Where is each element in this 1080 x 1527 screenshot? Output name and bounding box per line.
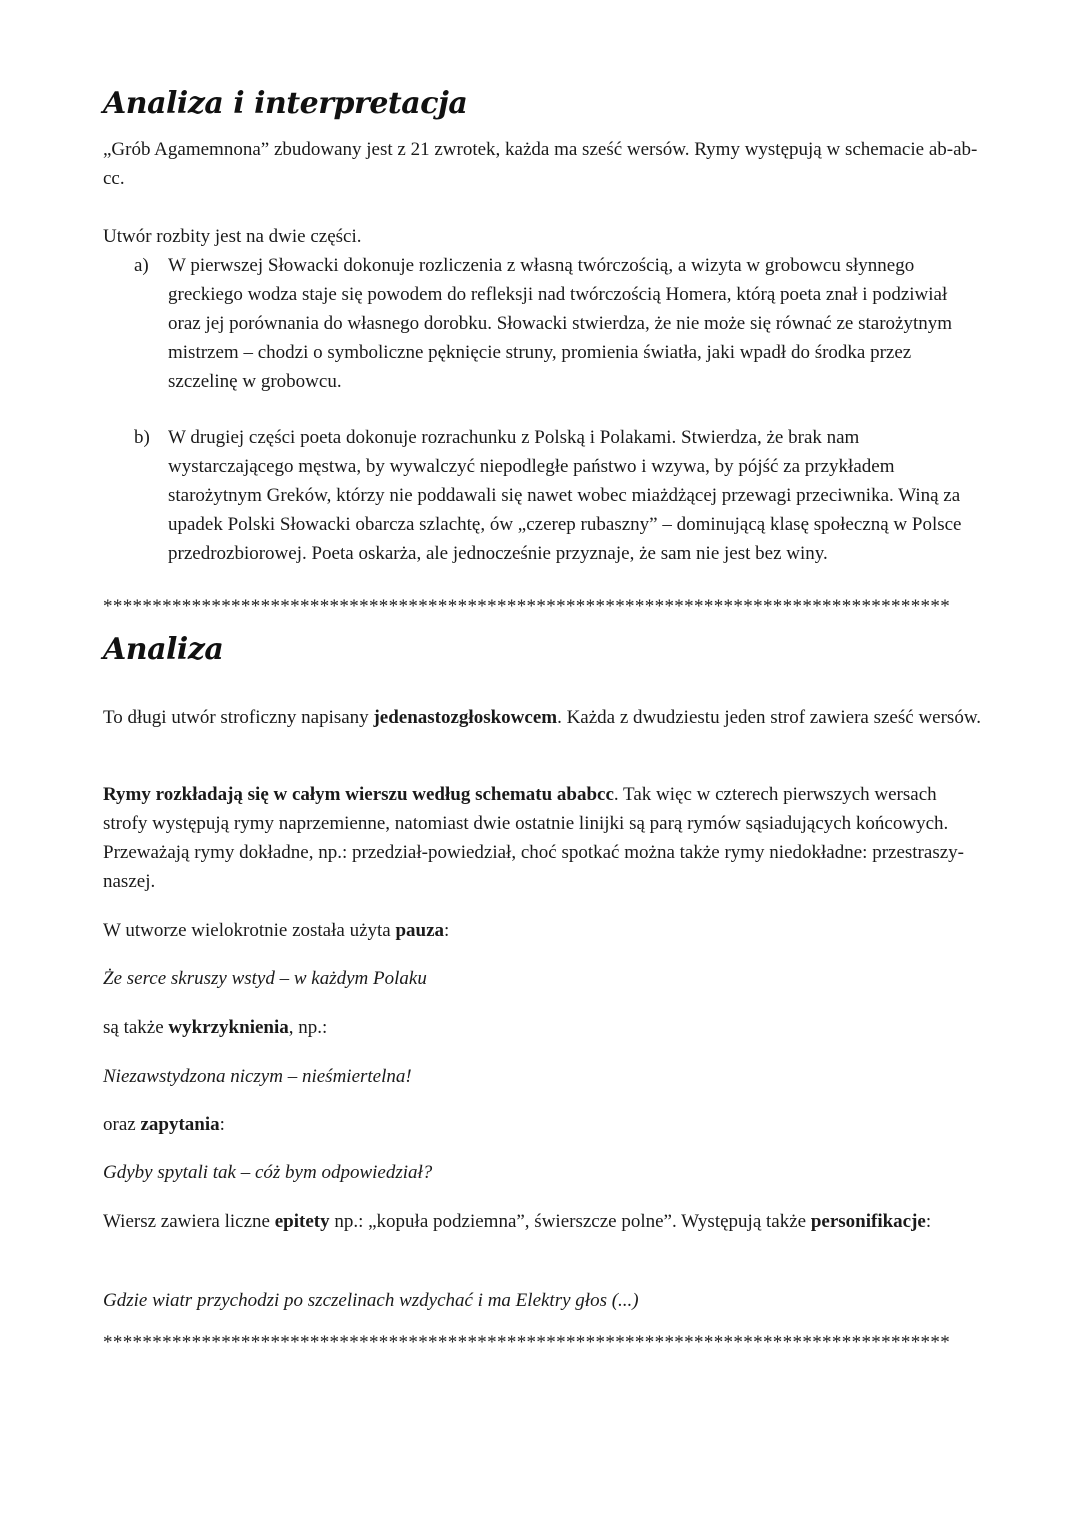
- section-title-analysis-interpretation: Analiza i interpretacja: [103, 86, 468, 121]
- list-marker: a): [134, 255, 149, 276]
- list-item-text: W pierwszej Słowacki dokonuje rozliczenia z własną twórczością, a wizyta w grobowcu słynnego greckiego wodza staje się powodem do refleksji nad twórczością Homera, którą poeta znał i podziwiał oraz jej porównania do własnego dorobku. Słowacki stwierdza, że nie może się równać ze starożytnym mistrzem – chodzi o symboliczne pęknięcie struny, promienia światła, jaki wpadł do środka przez szczelinę w grobowcu.: [168, 255, 953, 392]
- paragraph-rhymes: Rymy rozkładają się w całym wierszu według schematu ababcc. Tak więc w czterech pierwszych wersach strofy występują rymy naprzemienne, natomiast dwie ostatnie linijki są parą rymów sąsiadujących końcowych. Przeważają rymy dokładne, np.: przedział-powiedział, choć spotkać można także rymy niedokładne: przestraszy-naszej.: [103, 784, 964, 892]
- bold-term: personifikacje: [810, 1211, 926, 1232]
- bold-term: jedenastozgłoskowcem: [373, 707, 558, 728]
- bold-term: wykrzyknienia: [168, 1017, 289, 1038]
- bold-term: zapytania: [140, 1114, 220, 1135]
- paragraph-questions: oraz zapytania:: [103, 1114, 225, 1135]
- bold-term: Rymy rozkładają się w całym wierszu według schematu ababcc: [103, 784, 614, 805]
- paragraph-epithets: Wiersz zawiera liczne epitety np.: „kopuła podziemna”, świerszcze polne”. Występują także personifikacje:: [103, 1211, 932, 1232]
- intro-paragraph: „Grób Agamemnona” zbudowany jest z 21 zwrotek, każda ma sześć wersów. Rymy występują w schemacie ab-ab-cc.: [103, 139, 978, 189]
- asterisk-separator: **************************************************************************************: [103, 597, 951, 617]
- section-title-analysis: Analiza: [103, 632, 224, 667]
- list-item-a: [134, 251, 979, 396]
- bold-term: pauza: [395, 920, 445, 941]
- quote-personification: Gdzie wiatr przychodzi po szczelinach wzdychać i ma Elektry głos (...): [103, 1290, 639, 1311]
- quote-exclamation: Niezawstydzona niczym – nieśmiertelna!: [103, 1066, 412, 1087]
- list-marker: b): [134, 427, 150, 448]
- quote-pause: Że serce skruszy wstyd – w każdym Polaku: [103, 968, 427, 989]
- asterisk-separator-bottom: **************************************************************************************: [103, 1333, 951, 1353]
- paragraph-pause: W utworze wielokrotnie została użyta pauza:: [103, 920, 450, 941]
- paragraph-exclamations: są także wykrzyknienia, np.:: [103, 1017, 328, 1038]
- paragraph-meter: To długi utwór stroficzny napisany jedenastozgłoskowcem. Każda z dwudziestu jeden strof zawiera sześć wersów.: [103, 707, 982, 728]
- quote-question: Gdyby spytali tak – cóż bym odpowiedział?: [103, 1162, 433, 1183]
- list-item-text: W drugiej części poeta dokonuje rozrachunku z Polską i Polakami. Stwierdza, że brak nam wystarczającego męstwa, by wywalczyć niepodległe państwo i wzywa, by pójść za przykładem starożytnym Greków, którzy nie poddawali się nawet wobec miażdżącej przewagi przeciwnika. Winą za upadek Polski Słowacki obarcza szlachtę, ów „czerep rubaszny” – dominującą klasę społeczną w Polsce przedrozbiorowej. Poeta oskarża, ale jednocześnie przyznaje, że sam nie jest bez winy.: [168, 427, 962, 564]
- list-item-b: [134, 423, 979, 568]
- parts-intro-paragraph: Utwór rozbity jest na dwie części.: [103, 226, 362, 247]
- bold-term: epitety: [274, 1211, 330, 1232]
